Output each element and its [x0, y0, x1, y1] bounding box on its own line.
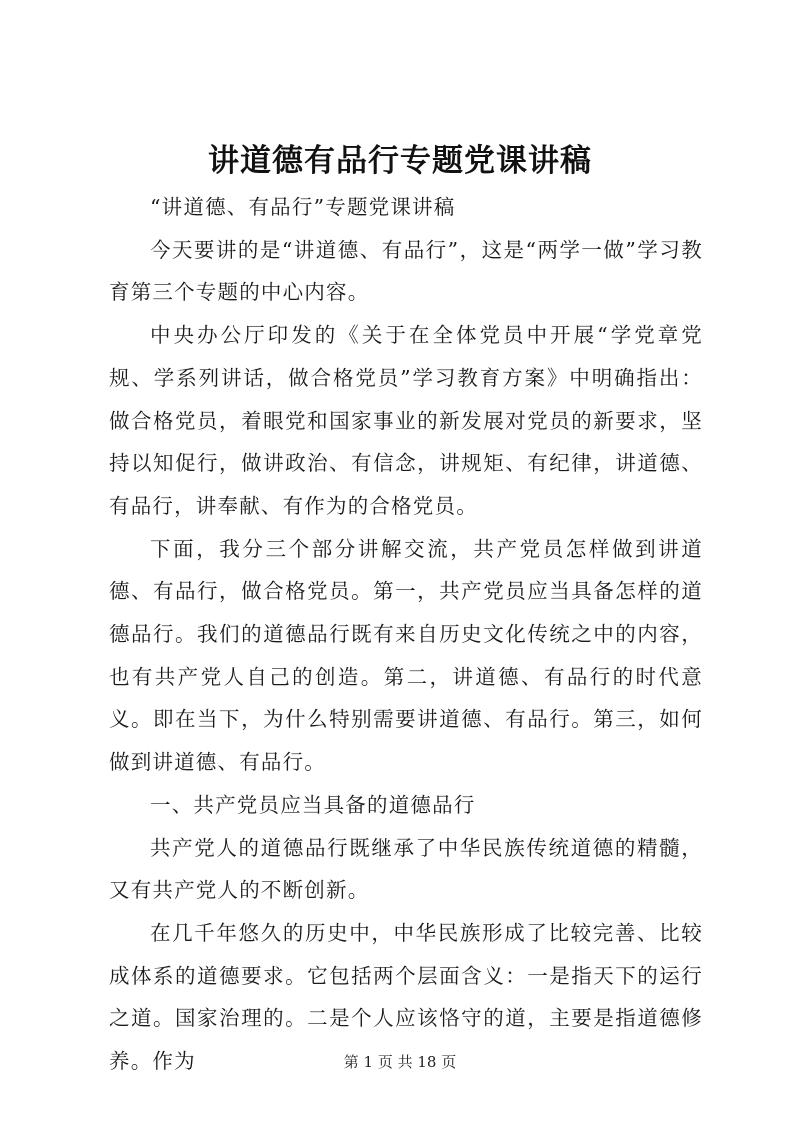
policy-paragraph: 中央办公厅印发的《关于在全体党员中开展“学党章党规、学系列讲话，做合格党员”学习教育方案》中明确指出：做合格党员，着眼党和国家事业的新发展对党员的新要求，坚持以知促行，做讲政治、有信念，讲规矩、有纪律，讲道德、有品行，讲奉献、有作为的合格党员。	[109, 323, 703, 518]
body-paragraph: 在几千年悠久的历史中，中华民族形成了比较完善、比较成体系的道德要求。它包括两个层面含义：一是指天下的运行之道。国家治理的。二是个人应该恪守的道，主要是指道德修养。作为	[109, 920, 703, 1074]
section-heading: 一、共产党员应当具备的道德品行	[150, 792, 476, 817]
subtitle-paragraph: “讲道德、有品行”专题党课讲稿	[150, 195, 456, 219]
outline-paragraph: 下面，我分三个部分讲解交流，共产党员怎样做到讲道德、有品行，做合格党员。第一，共产党员应当具备怎样的道德品行。我们的道德品行既有来自历史文化传统之中的内容，也有共产党人自己的创造。第二，讲道德、有品行的时代意义。即在当下，为什么特别需要讲道德、有品行。第三，如何做到讲道德、有品行。	[109, 536, 703, 775]
intro-paragraph: 今天要讲的是“讲道德、有品行”，这是“两学一做”学习教育第三个专题的中心内容。	[109, 237, 703, 305]
page-number-footer: 第 1 页 共 18 页	[343, 1053, 457, 1071]
body-paragraph: 共产党人的道德品行既继承了中华民族传统道德的精髓，又有共产党人的不断创新。	[109, 835, 703, 903]
document-body	[109, 186, 703, 1083]
document-title: 讲道德有品行专题党课讲稿	[208, 143, 592, 179]
